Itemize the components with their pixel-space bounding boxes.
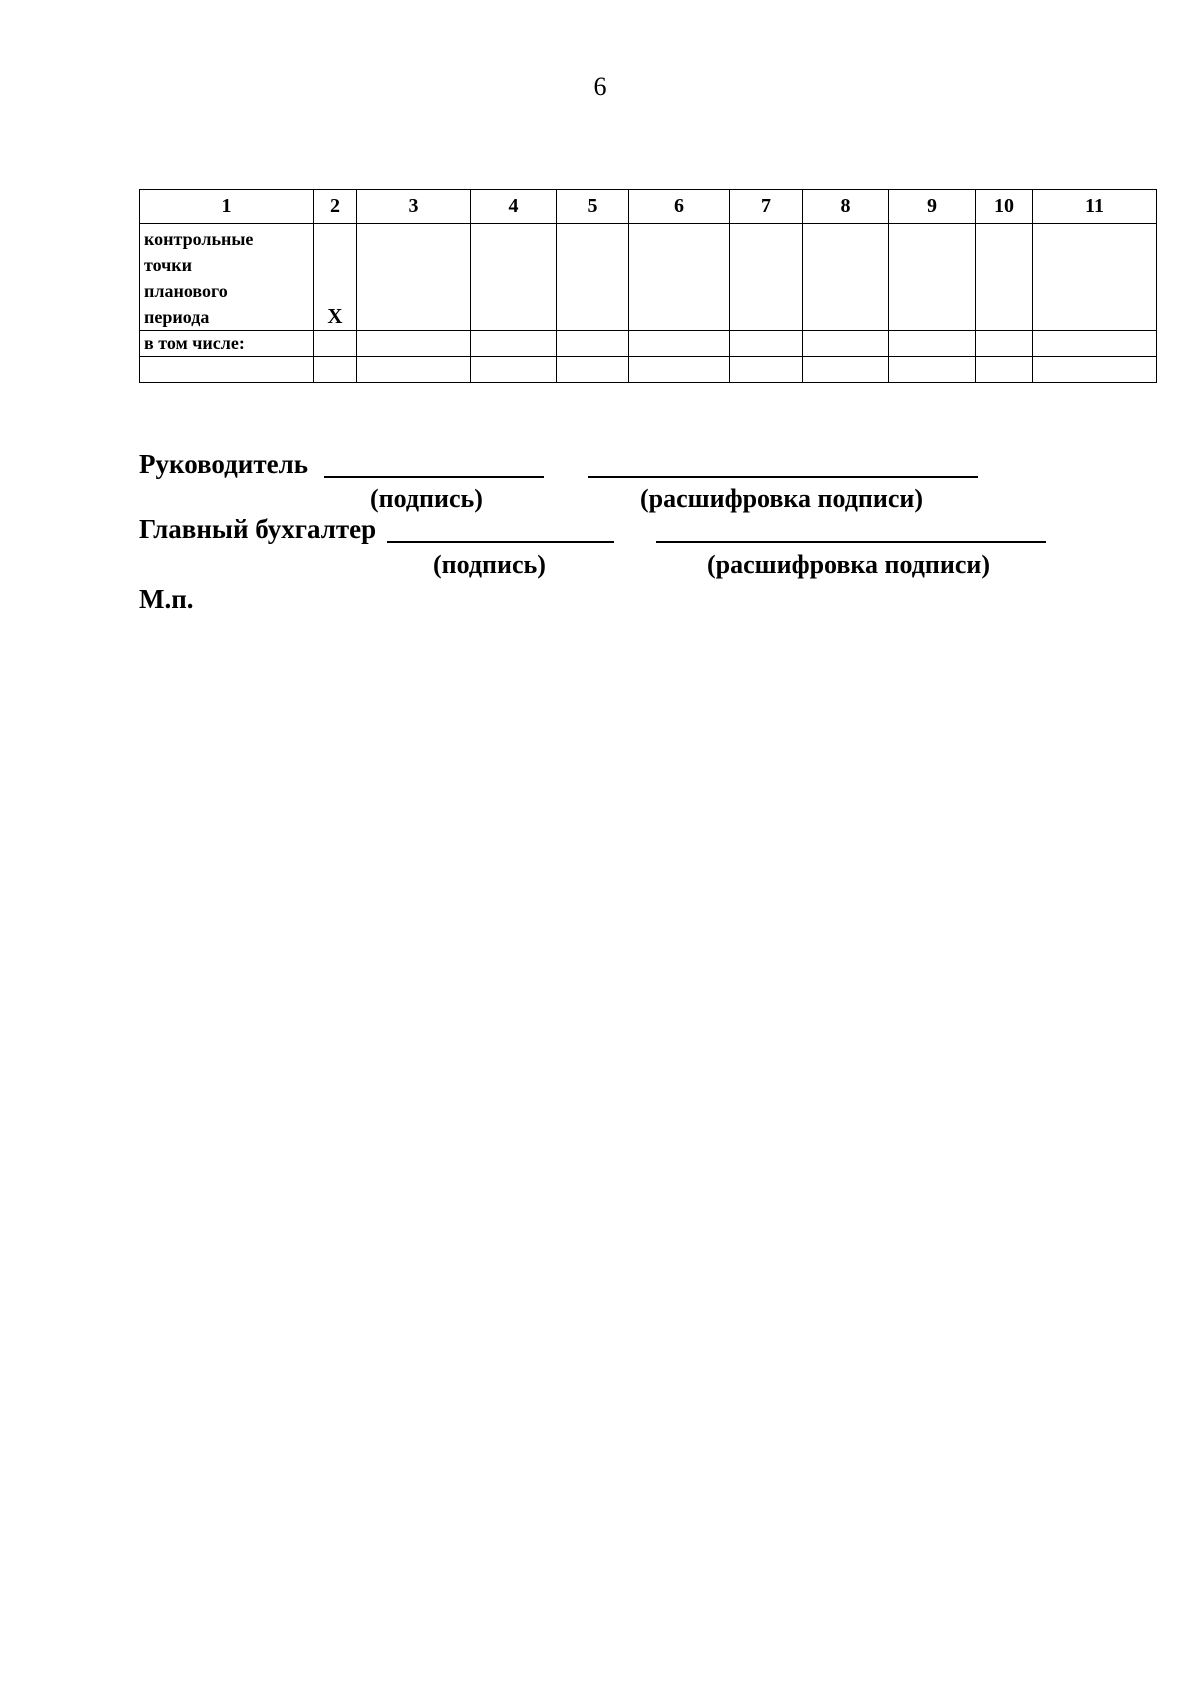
page-number: 6 <box>593 72 607 101</box>
empty-cell <box>471 331 557 357</box>
head-decode-line <box>588 476 978 478</box>
chief-accountant-signature-caption: (подпись) <box>433 550 546 579</box>
header-cell: 4 <box>471 190 557 224</box>
empty-cell <box>629 357 730 383</box>
empty-cell <box>471 224 557 331</box>
empty-cell <box>976 224 1033 331</box>
empty-cell <box>357 357 471 383</box>
label-line: периода <box>144 307 210 327</box>
empty-cell <box>357 224 471 331</box>
empty-cell <box>730 331 803 357</box>
empty-cell <box>557 357 629 383</box>
form-table <box>139 189 1157 383</box>
empty-cell <box>730 224 803 331</box>
chief-accountant-signature-line <box>387 541 614 543</box>
head-label: Руководитель <box>139 449 309 479</box>
label-line: планового <box>144 281 228 301</box>
empty-cell <box>976 331 1033 357</box>
empty-cell <box>889 357 976 383</box>
empty-cell <box>140 357 314 383</box>
head-signature-caption: (подпись) <box>370 484 483 513</box>
empty-cell <box>803 331 889 357</box>
empty-cell <box>1033 224 1157 331</box>
empty-cell <box>629 331 730 357</box>
empty-cell <box>803 224 889 331</box>
chief-accountant-decode-caption: (расшифровка подписи) <box>707 550 991 579</box>
empty-cell <box>889 224 976 331</box>
empty-cell <box>1033 331 1157 357</box>
header-cell: 3 <box>357 190 471 224</box>
stamp-label: М.п. <box>139 584 194 614</box>
empty-cell <box>730 357 803 383</box>
header-cell: 11 <box>1033 190 1157 224</box>
empty-cell <box>803 357 889 383</box>
empty-cell <box>889 331 976 357</box>
empty-cell <box>557 331 629 357</box>
empty-cell <box>314 357 357 383</box>
x-mark-cell: X <box>314 224 357 331</box>
empty-cell <box>1033 357 1157 383</box>
label-line: контрольные <box>144 229 254 249</box>
header-cell: 1 <box>140 190 314 224</box>
empty-cell <box>629 224 730 331</box>
including-label: в том числе: <box>140 331 314 357</box>
header-cell: 7 <box>730 190 803 224</box>
control-points-label <box>140 224 314 331</box>
table-row-control-points <box>140 224 1157 331</box>
empty-cell <box>976 357 1033 383</box>
table-row-including <box>140 331 1157 357</box>
table-row-empty <box>140 357 1157 383</box>
empty-cell <box>471 357 557 383</box>
label-line: точки <box>144 255 193 275</box>
header-cell: 5 <box>557 190 629 224</box>
header-cell: 9 <box>889 190 976 224</box>
chief-accountant-decode-line <box>656 541 1046 543</box>
head-decode-caption: (расшифровка подписи) <box>640 484 924 513</box>
empty-cell <box>314 331 357 357</box>
header-cell: 8 <box>803 190 889 224</box>
head-signature-line <box>324 476 544 478</box>
empty-cell <box>357 331 471 357</box>
empty-cell <box>557 224 629 331</box>
header-cell: 10 <box>976 190 1033 224</box>
header-cell: 6 <box>629 190 730 224</box>
chief-accountant-label: Главный бухгалтер <box>139 514 377 544</box>
header-cell: 2 <box>314 190 357 224</box>
table-header-row <box>140 190 1157 224</box>
